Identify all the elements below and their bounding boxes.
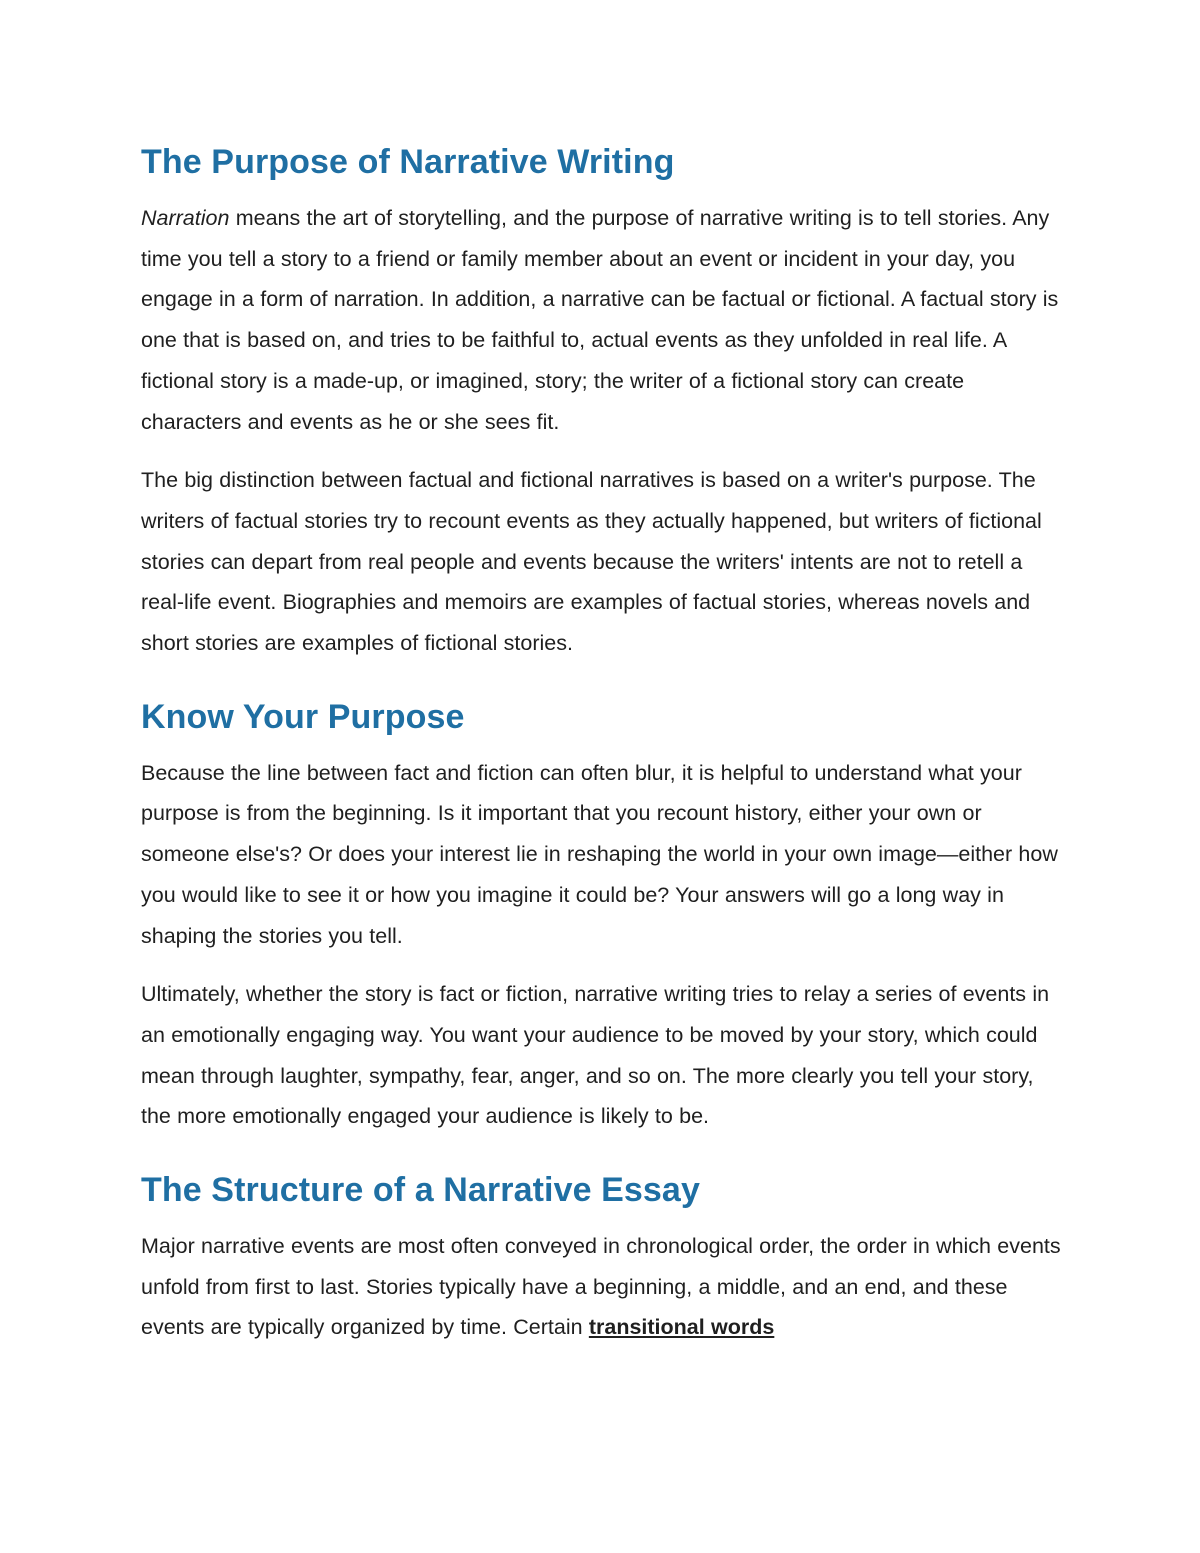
- section-heading: The Purpose of Narrative Writing: [141, 143, 675, 181]
- body-paragraph: [141, 1226, 1061, 1348]
- paragraph-text: Major narrative events are most often conveyed in chronological order, the order in which events unfold from first to last. Stories typically have a beginning, a middle, and an end, and these events are typically organized by time. Certain: [141, 1234, 1061, 1340]
- section-structure-of-narrative-essay: [141, 1166, 1061, 1348]
- document-page: [141, 138, 1061, 1348]
- body-paragraph: Ultimately, whether the story is fact or fiction, narrative writing tries to relay a series of events in an emotionally engaging way. You want your audience to be moved by your story, which could mean through laughter, sympathy, fear, anger, and so on. The more clearly you tell your story, the more emotionally engaged your audience is likely to be.: [141, 982, 1050, 1129]
- body-paragraph: [141, 198, 1061, 442]
- body-paragraph: Because the line between fact and fiction can often blur, it is helpful to understand what your purpose is from the beginning. Is it important that you recount history, either your own or someone else's? Or does your interest lie in reshaping the world in your own image—either how you would like to see it or how you imagine it could be? Your answers will go a long way in shaping the stories you tell.: [141, 760, 1058, 948]
- paragraph-text: means the art of storytelling, and the purpose of narrative writing is to tell stories. Any time you tell a story to a friend or family member about an event or incident in your day, you engage in a form of narration. In addition, a narrative can be factual or fictional. A factual story is one that is based on, and tries to be faithful to, actual events as they unfolded in real life. A fictional story is a made-up, or imagined, story; the writer of a fictional story can create characters and events as he or she sees fit.: [141, 206, 1059, 434]
- section-know-your-purpose: [141, 693, 1061, 1137]
- transitional-words-link[interactable]: transitional words: [588, 1315, 775, 1340]
- section-heading: The Structure of a Narrative Essay: [141, 1171, 700, 1210]
- body-paragraph: The big distinction between factual and fictional narratives is based on a writer's purpose. The writers of factual stories try to recount events as they actually happened, but writers of fictional stories can depart from real people and events because the writers' intents are not to retell a real-life event. Biographies and memoirs are examples of factual stories, whereas novels and short stories are examples of fictional stories.: [141, 468, 1042, 656]
- section-purpose-of-narrative-writing: [141, 138, 1061, 664]
- section-heading: Know Your Purpose: [141, 697, 465, 736]
- italic-term: Narration: [141, 206, 230, 230]
